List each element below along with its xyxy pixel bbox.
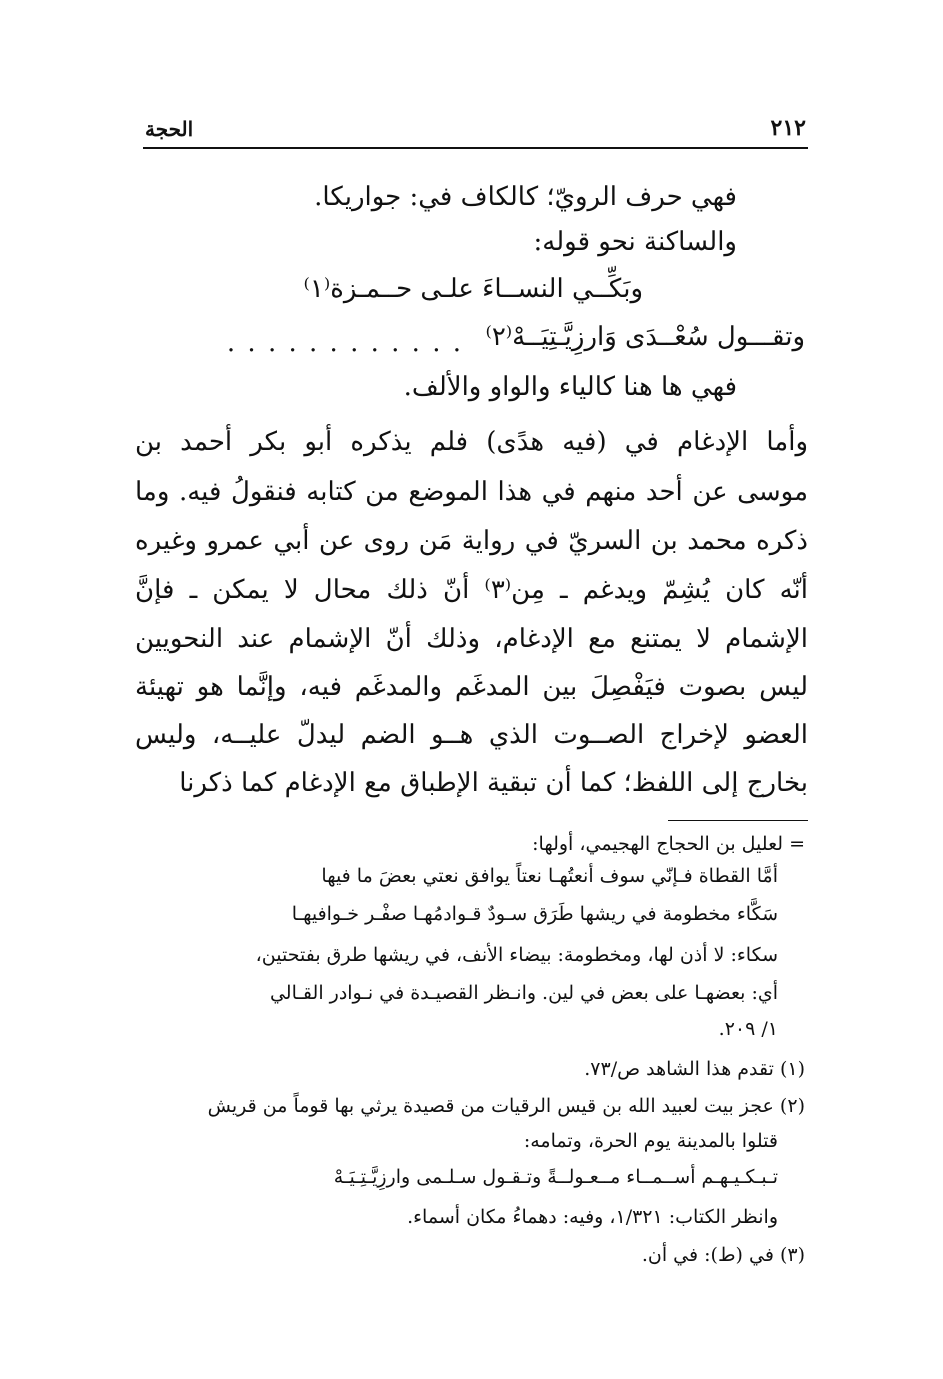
footnote-line: أي: بعضهـا على بعض في لين. وانـظر القصيـدة في نـوادر القـالي [269, 982, 778, 1004]
body-line: الإشمام لا يمتنع مع الإدغام، وذلك أنّ الإشمام عند النحويين [135, 624, 808, 654]
footnote-line: سكاء: لا أذن لها، ومخطومة: بيضاء الأنف، في ريشها طرق بفتحتين، [255, 944, 778, 966]
page-header [143, 113, 808, 149]
footnote-line: قتلوا بالمدينة يوم الحرة، وتمامه: [523, 1130, 778, 1152]
footnote-separator [668, 820, 808, 821]
poetry-hemistich: وبَكِّــي النســاءَ علـى حــمـزة⁽١⁾ [303, 274, 643, 304]
footnote-verse: سَكَّاء مخطومة في ريشها طَرَق سـودٌ قـوادمُهـا صفْـر خـوافيهـا [291, 903, 778, 925]
body-line: أنّه كان يُشِمّ ويدغم ـ مِن⁽٣⁾ أنّ ذلك محال لا يمكن ـ فإنَّ [135, 575, 808, 605]
body-line: ذكره محمد بن السريّ في رواية مَن روى عن أبي عمرو وغيره [135, 526, 808, 556]
footnote-verse: تـبـكـيـهـم أســمــاء مــعـولــةً وتـقـول سـلـمى وارزِيَّـتِـيَـهْ [333, 1166, 778, 1188]
body-line: بخارج إلى اللفظ؛ كما أن تبقية الإطباق مع الإدغام كما ذكرنا [179, 768, 808, 798]
footnote-line: = لعليل بن الحجاج الهجيمي، أولها: [532, 833, 805, 855]
footnote-line: وانظر الكتاب: ١/٣٢١، وفيه: دهماءُ مكان أسماء. [407, 1206, 778, 1228]
text-line: والساكنة نحو قوله: [533, 227, 737, 257]
footnote-line: ١/ ٢٠٩. [718, 1018, 778, 1040]
body-line: ليس بصوت فيَفْصِلَ بين المدغَم والمدغَم فيه، وإنَّما هو تهيئة [135, 672, 808, 702]
footnote-1: (١) تقدم هذا الشاهد ص/٧٣. [584, 1058, 805, 1080]
footnote-3: (٣) في (ط): في أن. [641, 1244, 805, 1266]
page-number: ٢١٢ [770, 115, 806, 141]
footnote-verse: أمَّا القطاة فـإنّي سوف أنعتُهـا نعتاً يوافق نعتي بعضَ ما فيها [321, 865, 778, 887]
ellipsis-dots: . . . . . . . . . . . . [226, 328, 463, 358]
text-line: فهي حرف الرويّ؛ كالكاف في: جواريكا. [314, 182, 737, 212]
poetry-hemistich: وتقـــول سُعْــدَى وَارزِيَّـتِيَــهْ⁽٢⁾ [485, 322, 805, 352]
body-line: العضو لإخراج الصــوت الذي هــو الضم ليدلّ عليــه، وليس [135, 720, 808, 750]
body-line: وأما الإدغام في (فيه هدًى) فلم يذكره أبو بكر أحمد بن [135, 427, 808, 457]
running-title: الحجة [145, 117, 194, 141]
text-line: فهي ها هنا كالياء والواو والألف. [403, 372, 737, 402]
footnote-2: (٢) عجز بيت لعبيد الله بن قيس الرقيات من قصيدة يرثي بها قوماً من قريش [207, 1095, 805, 1117]
body-line: موسى عن أحد منهم في هذا الموضع من كتابه فنقولُ فيه. وما [135, 477, 808, 507]
